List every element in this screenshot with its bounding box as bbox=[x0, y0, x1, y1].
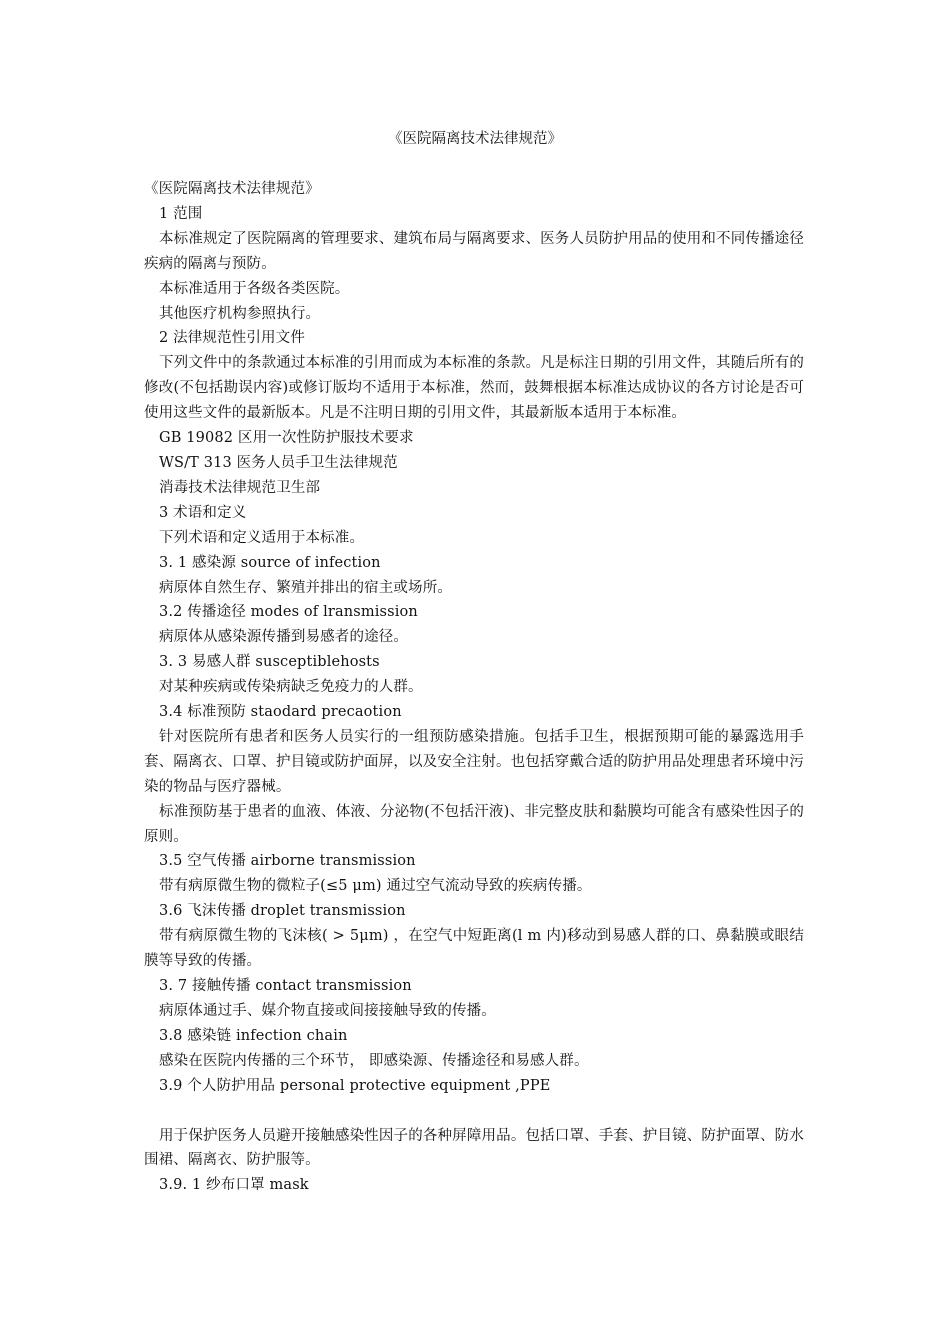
paragraph: 3.8 感染链 infection chain bbox=[159, 1027, 348, 1044]
paragraph: 3.6 飞沫传播 droplet transmission bbox=[159, 903, 406, 920]
paragraph: 本标准规定了医院隔离的管理要求、建筑布局与隔离要求、医务人员防护用品的使用和不同传播途径疾病的隔离与预防。 bbox=[144, 230, 804, 272]
paragraph: 用于保护医务人员避开接触感染性因子的各种屏障用品。包括口罩、手套、护目镜、防护面罩、防水围裙、隔离衣、防护服等。 bbox=[144, 1127, 804, 1169]
paragraph: 2 法律规范性引用文件 bbox=[159, 330, 305, 347]
paragraph: 《医院隔离技术法律规范》 bbox=[144, 181, 320, 197]
paragraph: 3 术语和定义 bbox=[159, 504, 247, 521]
paragraph: 3. 7 接触传播 contact transmission bbox=[159, 978, 412, 994]
paragraph: 消毒技术法律规范卫生部 bbox=[159, 479, 321, 496]
paragraph: GB 19082 区用一次性防护服技术要求 bbox=[159, 430, 414, 447]
paragraph: 3. 3 易感人群 susceptiblehosts bbox=[159, 654, 380, 671]
paragraph: 3.9 个人防护用品 personal protective equipment ,PPE bbox=[159, 1077, 551, 1094]
paragraph: 其他医疗机构参照执行。 bbox=[159, 305, 321, 322]
paragraph: 本标准适用于各级各类医院。 bbox=[159, 280, 350, 297]
paragraph: 3.4 标准预防 staodard precaotion bbox=[159, 704, 402, 721]
paragraph: 病原体自然生存、繁殖并排出的宿主或场所。 bbox=[159, 579, 452, 596]
paragraph: 带有病原微生物的飞沫核( > 5μm) ，在空气中短距离(l m 内)移动到易感人群的口、鼻黏膜或眼结膜等导致的传播。 bbox=[144, 928, 804, 970]
paragraph bbox=[144, 1099, 804, 1124]
paragraph: 带有病原微生物的微粒子(≤5 μm) 通过空气流动导致的疾病传播。 bbox=[159, 878, 592, 895]
paragraph: 对某种疾病或传染病缺乏免疫力的人群。 bbox=[159, 679, 423, 696]
paragraph: 1 范围 bbox=[159, 205, 203, 222]
paragraph: 下列术语和定义适用于本标准。 bbox=[159, 529, 365, 546]
paragraph: 下列文件中的条款通过本标准的引用而成为本标准的条款。凡是标注日期的引用文件，其随后所有的修改(不包括勘误内容)或修订版均不适用于本标准，然而，鼓舞根据本标准达成协议的各方讨论是否可使用这些文件的最新版本。凡是不注明日期的引用文件，其最新版本适用于本标准。 bbox=[144, 355, 804, 422]
paragraph: 3.2 传播途径 modes of lransmission bbox=[159, 604, 418, 621]
document-title: 《医院隔离技术法律规范》 bbox=[388, 131, 562, 147]
paragraph: 针对医院所有患者和医务人员实行的一组预防感染措施。包括手卫生，根据预期可能的暴露选用手套、隔离衣、口罩、护目镜或防护面屏，以及安全注射。也包括穿戴合适的防护用品处理患者环境中污染的物品与医疗器械。 bbox=[144, 728, 804, 795]
paragraph: 标准预防基于患者的血液、体液、分泌物(不包括汗液)、非完整皮肤和黏膜均可能含有感染性因子的原则。 bbox=[144, 803, 804, 845]
paragraph: 3.9. 1 纱布口罩 mask bbox=[159, 1177, 309, 1194]
paragraph: 感染在医院内传播的三个环节， 即感染源、传播途径和易感人群。 bbox=[159, 1052, 589, 1069]
paragraph: 3.5 空气传播 airborne transmission bbox=[159, 853, 416, 870]
paragraph: 病原体从感染源传播到易感者的途径。 bbox=[159, 629, 409, 646]
paragraph: 病原体通过手、媒介物直接或间接接触导致的传播。 bbox=[159, 1002, 496, 1019]
document-body bbox=[144, 177, 804, 1198]
paragraph: WS/T 313 医务人员手卫生法律规范 bbox=[159, 454, 398, 471]
paragraph: 3. 1 感染源 source of infection bbox=[159, 554, 381, 571]
